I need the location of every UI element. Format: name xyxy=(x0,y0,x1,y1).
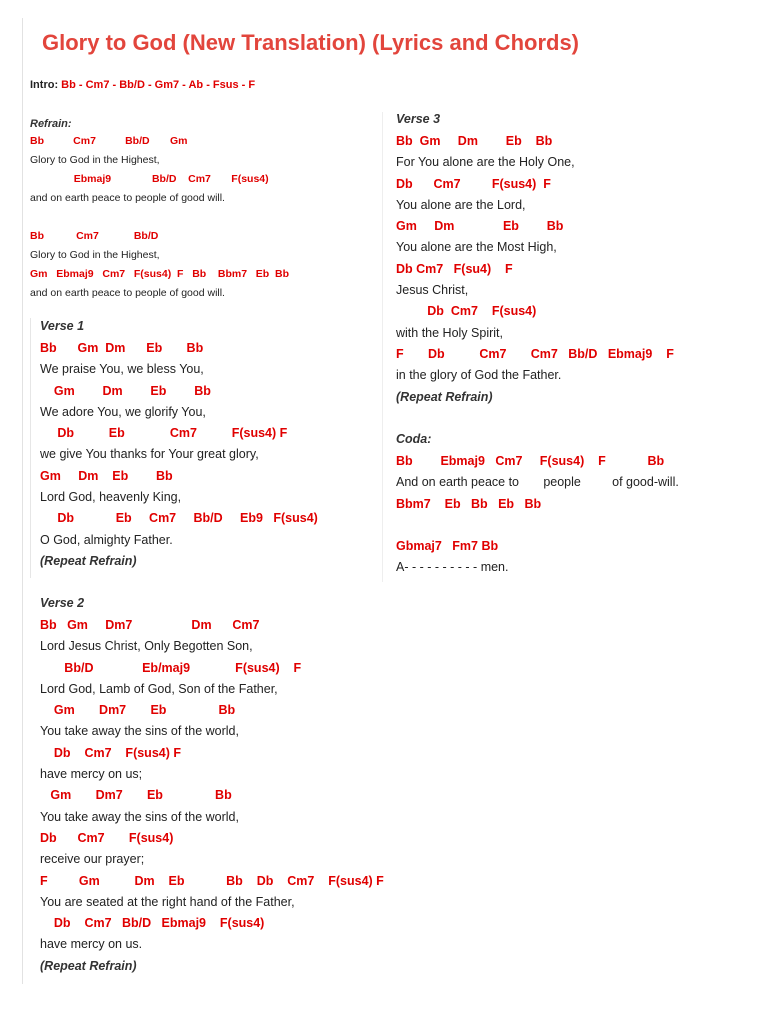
lyric-line: You take away the sins of the world, xyxy=(40,809,239,824)
lyric-line: A- - - - - - - - - - men. xyxy=(396,560,509,575)
lyric-line: And on earth peace to people of good-will. xyxy=(396,475,679,490)
section-heading: Verse 1 xyxy=(40,319,85,333)
chord-line: Gm Dm7 Eb Bb xyxy=(40,788,232,803)
chord-line: Bbm7 Eb Bb Eb Bb xyxy=(396,496,542,511)
lyric-line: We adore You, we glorify You, xyxy=(40,404,206,419)
intro-chords: Bb - Cm7 - Bb/D - Gm7 - Ab - Fsus - F xyxy=(61,79,256,91)
lyric-line: Glory to God in the Highest, xyxy=(30,154,160,166)
lyric-line: receive our prayer; xyxy=(40,852,145,867)
intro-line xyxy=(30,79,255,91)
lyric-line: You are seated at the right hand of the Father, xyxy=(40,894,295,909)
chord-line: F Gm Dm Eb Bb Db Cm7 F(sus4) F xyxy=(40,873,384,888)
coda-section xyxy=(396,430,679,579)
lyric-line: and on earth peace to people of good will. xyxy=(30,192,225,204)
section-heading: Refrain: xyxy=(30,118,72,130)
lyric-line: with the Holy Spirit, xyxy=(396,325,503,340)
intro-label: Intro: xyxy=(30,79,62,91)
repeat-note: (Repeat Refrain) xyxy=(40,553,137,568)
verse3-section xyxy=(396,110,674,408)
chord-line: Bb/D Eb/maj9 F(sus4) F xyxy=(40,660,302,675)
lyric-line: Lord God, Lamb of God, Son of the Father, xyxy=(40,681,278,696)
section-heading: Verse 3 xyxy=(396,112,441,126)
lyric-line: You alone are the Most High, xyxy=(396,240,557,255)
lyric-line: Lord God, heavenly King, xyxy=(40,490,182,505)
verse2-section xyxy=(40,594,384,977)
spacer-line xyxy=(396,515,679,536)
verse1-section xyxy=(40,317,318,572)
page-left-border xyxy=(22,18,23,984)
repeat-note: (Repeat Refrain) xyxy=(40,958,137,973)
chord-line: Db Cm7 Bb/D Ebmaj9 F(sus4) xyxy=(40,916,265,931)
section-heading: Coda: xyxy=(396,432,432,446)
chord-line: Db Eb Cm7 F(sus4) F xyxy=(40,426,288,441)
lyric-line: O God, almighty Father. xyxy=(40,532,173,547)
chord-line: Db Cm7 F(su4) F xyxy=(396,261,513,276)
lyric-line: You take away the sins of the world, xyxy=(40,724,239,739)
chord-line: Bb Gm Dm Eb Bb xyxy=(40,341,204,355)
chord-line: Db Eb Cm7 Bb/D Eb9 F(sus4) xyxy=(40,511,318,526)
lyric-line: in the glory of God the Father. xyxy=(396,368,562,383)
chord-line: Bb Cm7 Bb/D xyxy=(30,230,159,242)
lyric-line: Glory to God in the Highest, xyxy=(30,249,160,261)
repeat-note: (Repeat Refrain) xyxy=(396,389,493,404)
chord-line: Db Cm7 F(sus4) F xyxy=(396,176,551,191)
verse-rule xyxy=(30,318,31,578)
chord-line: Gm Dm Eb Bb xyxy=(40,383,211,398)
chord-line: Gm Dm Eb Bb xyxy=(396,219,564,234)
chord-line: Ebmaj9 Bb/D Cm7 F(sus4) xyxy=(30,173,269,185)
lyric-line: have mercy on us. xyxy=(40,937,143,952)
chord-line: Gm Dm7 Eb Bb xyxy=(40,703,236,718)
section-heading: Verse 2 xyxy=(40,596,85,610)
column-divider xyxy=(382,112,383,582)
lyric-line: Jesus Christ, xyxy=(396,283,469,298)
chord-line: Gbmaj7 Fm7 Bb xyxy=(396,539,499,554)
chord-line: Bb Gm Dm Eb Bb xyxy=(396,134,553,148)
lyric-line: Lord Jesus Christ, Only Begotten Son, xyxy=(40,639,253,654)
lyric-line: For You alone are the Holy One, xyxy=(396,155,575,170)
chord-line: Db Cm7 F(sus4) F xyxy=(40,745,181,760)
page-title: Glory to God (New Translation) (Lyrics and Chords) xyxy=(42,30,580,55)
refrain-section xyxy=(30,116,289,303)
lyric-line: have mercy on us; xyxy=(40,767,143,782)
lyric-line: we give You thanks for Your great glory, xyxy=(40,447,259,462)
lyric-line: You alone are the Lord, xyxy=(396,197,526,212)
chord-line: Gm Ebmaj9 Cm7 F(sus4) F Bb Bbm7 Eb Bb xyxy=(30,268,290,280)
chord-line: Bb Ebmaj9 Cm7 F(sus4) F Bb xyxy=(396,454,665,468)
lyric-line: and on earth peace to people of good will. xyxy=(30,287,225,299)
spacer-line xyxy=(30,208,289,227)
lyric-line: We praise You, we bless You, xyxy=(40,362,204,377)
chord-line: Bb Gm Dm7 Dm Cm7 xyxy=(40,618,260,632)
chord-line: Gm Dm Eb Bb xyxy=(40,468,173,483)
chord-line: Bb Cm7 Bb/D Gm xyxy=(30,135,188,147)
chord-line: F Db Cm7 Cm7 Bb/D Ebmaj9 F xyxy=(396,346,674,361)
chord-line: Db Cm7 F(sus4) xyxy=(40,830,174,845)
chord-line: Db Cm7 F(sus4) xyxy=(396,304,537,319)
